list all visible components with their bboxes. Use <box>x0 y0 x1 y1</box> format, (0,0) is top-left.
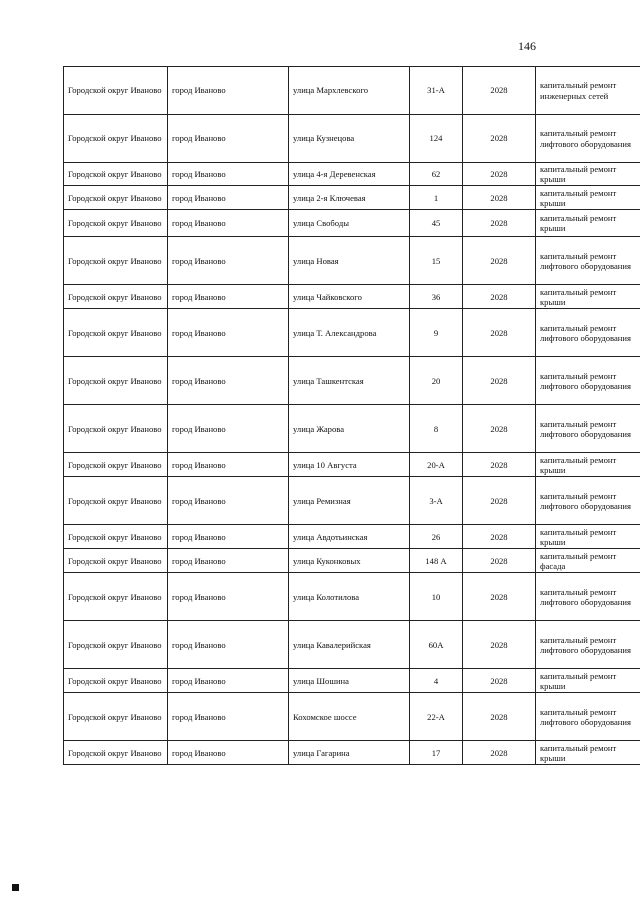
city-cell: город Иваново <box>168 669 289 693</box>
year-cell: 2028 <box>463 186 536 210</box>
table-row <box>64 405 640 453</box>
year-cell: 2028 <box>463 210 536 237</box>
city-cell: город Иваново <box>168 186 289 210</box>
district-cell: Городской округ Иваново <box>64 210 168 237</box>
work-type-cell: капитальный ремонт лифтового оборудования <box>536 357 640 405</box>
work-type-cell: капитальный ремонт фасада <box>536 549 640 573</box>
city-cell: город Иваново <box>168 285 289 309</box>
street-cell: улица Ташкентская <box>289 357 410 405</box>
house-number-cell: 26 <box>410 525 463 549</box>
street-cell: улица Новая <box>289 237 410 285</box>
street-cell: улица Колотилова <box>289 573 410 621</box>
house-number-cell: 9 <box>410 309 463 357</box>
street-cell: улица Шошина <box>289 669 410 693</box>
table-row <box>64 163 640 186</box>
district-cell: Городской округ Иваново <box>64 573 168 621</box>
table-row <box>64 453 640 477</box>
house-number-cell: 62 <box>410 163 463 186</box>
house-number-cell: 45 <box>410 210 463 237</box>
street-cell: улица Авдотьинская <box>289 525 410 549</box>
work-type-cell: капитальный ремонт крыши <box>536 285 640 309</box>
street-cell: улица 2-я Ключевая <box>289 186 410 210</box>
year-cell: 2028 <box>463 453 536 477</box>
street-cell: улица 10 Августа <box>289 453 410 477</box>
table-row <box>64 115 640 163</box>
city-cell: город Иваново <box>168 309 289 357</box>
table-row <box>64 309 640 357</box>
table-row <box>64 237 640 285</box>
city-cell: город Иваново <box>168 453 289 477</box>
house-number-cell: 17 <box>410 741 463 765</box>
year-cell: 2028 <box>463 477 536 525</box>
year-cell: 2028 <box>463 621 536 669</box>
district-cell: Городской округ Иваново <box>64 309 168 357</box>
district-cell: Городской округ Иваново <box>64 186 168 210</box>
city-cell: город Иваново <box>168 237 289 285</box>
year-cell: 2028 <box>463 741 536 765</box>
work-type-cell: капитальный ремонт крыши <box>536 453 640 477</box>
table-row <box>64 573 640 621</box>
repair-schedule-table <box>63 66 640 765</box>
street-cell: улица 4-я Деревенская <box>289 163 410 186</box>
work-type-cell: капитальный ремонт крыши <box>536 210 640 237</box>
year-cell: 2028 <box>463 693 536 741</box>
year-cell: 2028 <box>463 573 536 621</box>
house-number-cell: 1 <box>410 186 463 210</box>
work-type-cell: капитальный ремонт крыши <box>536 741 640 765</box>
city-cell: город Иваново <box>168 115 289 163</box>
year-cell: 2028 <box>463 525 536 549</box>
house-number-cell: 20 <box>410 357 463 405</box>
year-cell: 2028 <box>463 163 536 186</box>
district-cell: Городской округ Иваново <box>64 453 168 477</box>
city-cell: город Иваново <box>168 477 289 525</box>
table-row <box>64 186 640 210</box>
table-body <box>64 67 640 765</box>
district-cell: Городской округ Иваново <box>64 549 168 573</box>
year-cell: 2028 <box>463 549 536 573</box>
work-type-cell: капитальный ремонт лифтового оборудования <box>536 477 640 525</box>
street-cell: улица Куконковых <box>289 549 410 573</box>
house-number-cell: 124 <box>410 115 463 163</box>
district-cell: Городской округ Иваново <box>64 357 168 405</box>
year-cell: 2028 <box>463 285 536 309</box>
street-cell: улица Свободы <box>289 210 410 237</box>
district-cell: Городской округ Иваново <box>64 669 168 693</box>
year-cell: 2028 <box>463 309 536 357</box>
city-cell: город Иваново <box>168 621 289 669</box>
work-type-cell: капитальный ремонт крыши <box>536 669 640 693</box>
house-number-cell: 31-А <box>410 67 463 115</box>
table-row <box>64 477 640 525</box>
work-type-cell: капитальный ремонт лифтового оборудования <box>536 309 640 357</box>
city-cell: город Иваново <box>168 405 289 453</box>
work-type-cell: капитальный ремонт инженерных сетей <box>536 67 640 115</box>
street-cell: улица Ремизная <box>289 477 410 525</box>
year-cell: 2028 <box>463 237 536 285</box>
house-number-cell: 15 <box>410 237 463 285</box>
district-cell: Городской округ Иваново <box>64 237 168 285</box>
street-cell: улица Гагарина <box>289 741 410 765</box>
work-type-cell: капитальный ремонт лифтового оборудования <box>536 621 640 669</box>
street-cell: улица Кузнецова <box>289 115 410 163</box>
district-cell: Городской округ Иваново <box>64 405 168 453</box>
work-type-cell: капитальный ремонт лифтового оборудования <box>536 115 640 163</box>
street-cell: Кохомское шоссе <box>289 693 410 741</box>
district-cell: Городской округ Иваново <box>64 621 168 669</box>
street-cell: улица Т. Александрова <box>289 309 410 357</box>
work-type-cell: капитальный ремонт крыши <box>536 525 640 549</box>
table-row <box>64 67 640 115</box>
city-cell: город Иваново <box>168 525 289 549</box>
house-number-cell: 4 <box>410 669 463 693</box>
table-row <box>64 669 640 693</box>
table-row <box>64 621 640 669</box>
district-cell: Городской округ Иваново <box>64 693 168 741</box>
city-cell: город Иваново <box>168 357 289 405</box>
table-row <box>64 285 640 309</box>
year-cell: 2028 <box>463 115 536 163</box>
house-number-cell: 8 <box>410 405 463 453</box>
table-row <box>64 693 640 741</box>
city-cell: город Иваново <box>168 549 289 573</box>
year-cell: 2028 <box>463 357 536 405</box>
city-cell: город Иваново <box>168 210 289 237</box>
street-cell: улица Чайковского <box>289 285 410 309</box>
page-number: 146 <box>518 39 536 53</box>
year-cell: 2028 <box>463 669 536 693</box>
district-cell: Городской округ Иваново <box>64 525 168 549</box>
district-cell: Городской округ Иваново <box>64 67 168 115</box>
house-number-cell: 3-А <box>410 477 463 525</box>
city-cell: город Иваново <box>168 693 289 741</box>
city-cell: город Иваново <box>168 741 289 765</box>
district-cell: Городской округ Иваново <box>64 163 168 186</box>
city-cell: город Иваново <box>168 573 289 621</box>
house-number-cell: 148 А <box>410 549 463 573</box>
district-cell: Городской округ Иваново <box>64 285 168 309</box>
year-cell: 2028 <box>463 405 536 453</box>
city-cell: город Иваново <box>168 163 289 186</box>
year-cell: 2028 <box>463 67 536 115</box>
street-cell: улица Жарова <box>289 405 410 453</box>
work-type-cell: капитальный ремонт лифтового оборудования <box>536 237 640 285</box>
house-number-cell: 22-А <box>410 693 463 741</box>
work-type-cell: капитальный ремонт лифтового оборудования <box>536 573 640 621</box>
work-type-cell: капитальный ремонт лифтового оборудования <box>536 405 640 453</box>
house-number-cell: 20-А <box>410 453 463 477</box>
district-cell: Городской округ Иваново <box>64 741 168 765</box>
house-number-cell: 36 <box>410 285 463 309</box>
table-row <box>64 525 640 549</box>
work-type-cell: капитальный ремонт крыши <box>536 163 640 186</box>
table-row <box>64 741 640 765</box>
work-type-cell: капитальный ремонт крыши <box>536 186 640 210</box>
table-row <box>64 357 640 405</box>
street-cell: улица Мархлевского <box>289 67 410 115</box>
table-row <box>64 210 640 237</box>
house-number-cell: 60А <box>410 621 463 669</box>
work-type-cell: капитальный ремонт лифтового оборудования <box>536 693 640 741</box>
table-row <box>64 549 640 573</box>
city-cell: город Иваново <box>168 67 289 115</box>
house-number-cell: 10 <box>410 573 463 621</box>
street-cell: улица Кавалерийская <box>289 621 410 669</box>
scan-mark <box>12 884 19 891</box>
district-cell: Городской округ Иваново <box>64 477 168 525</box>
district-cell: Городской округ Иваново <box>64 115 168 163</box>
